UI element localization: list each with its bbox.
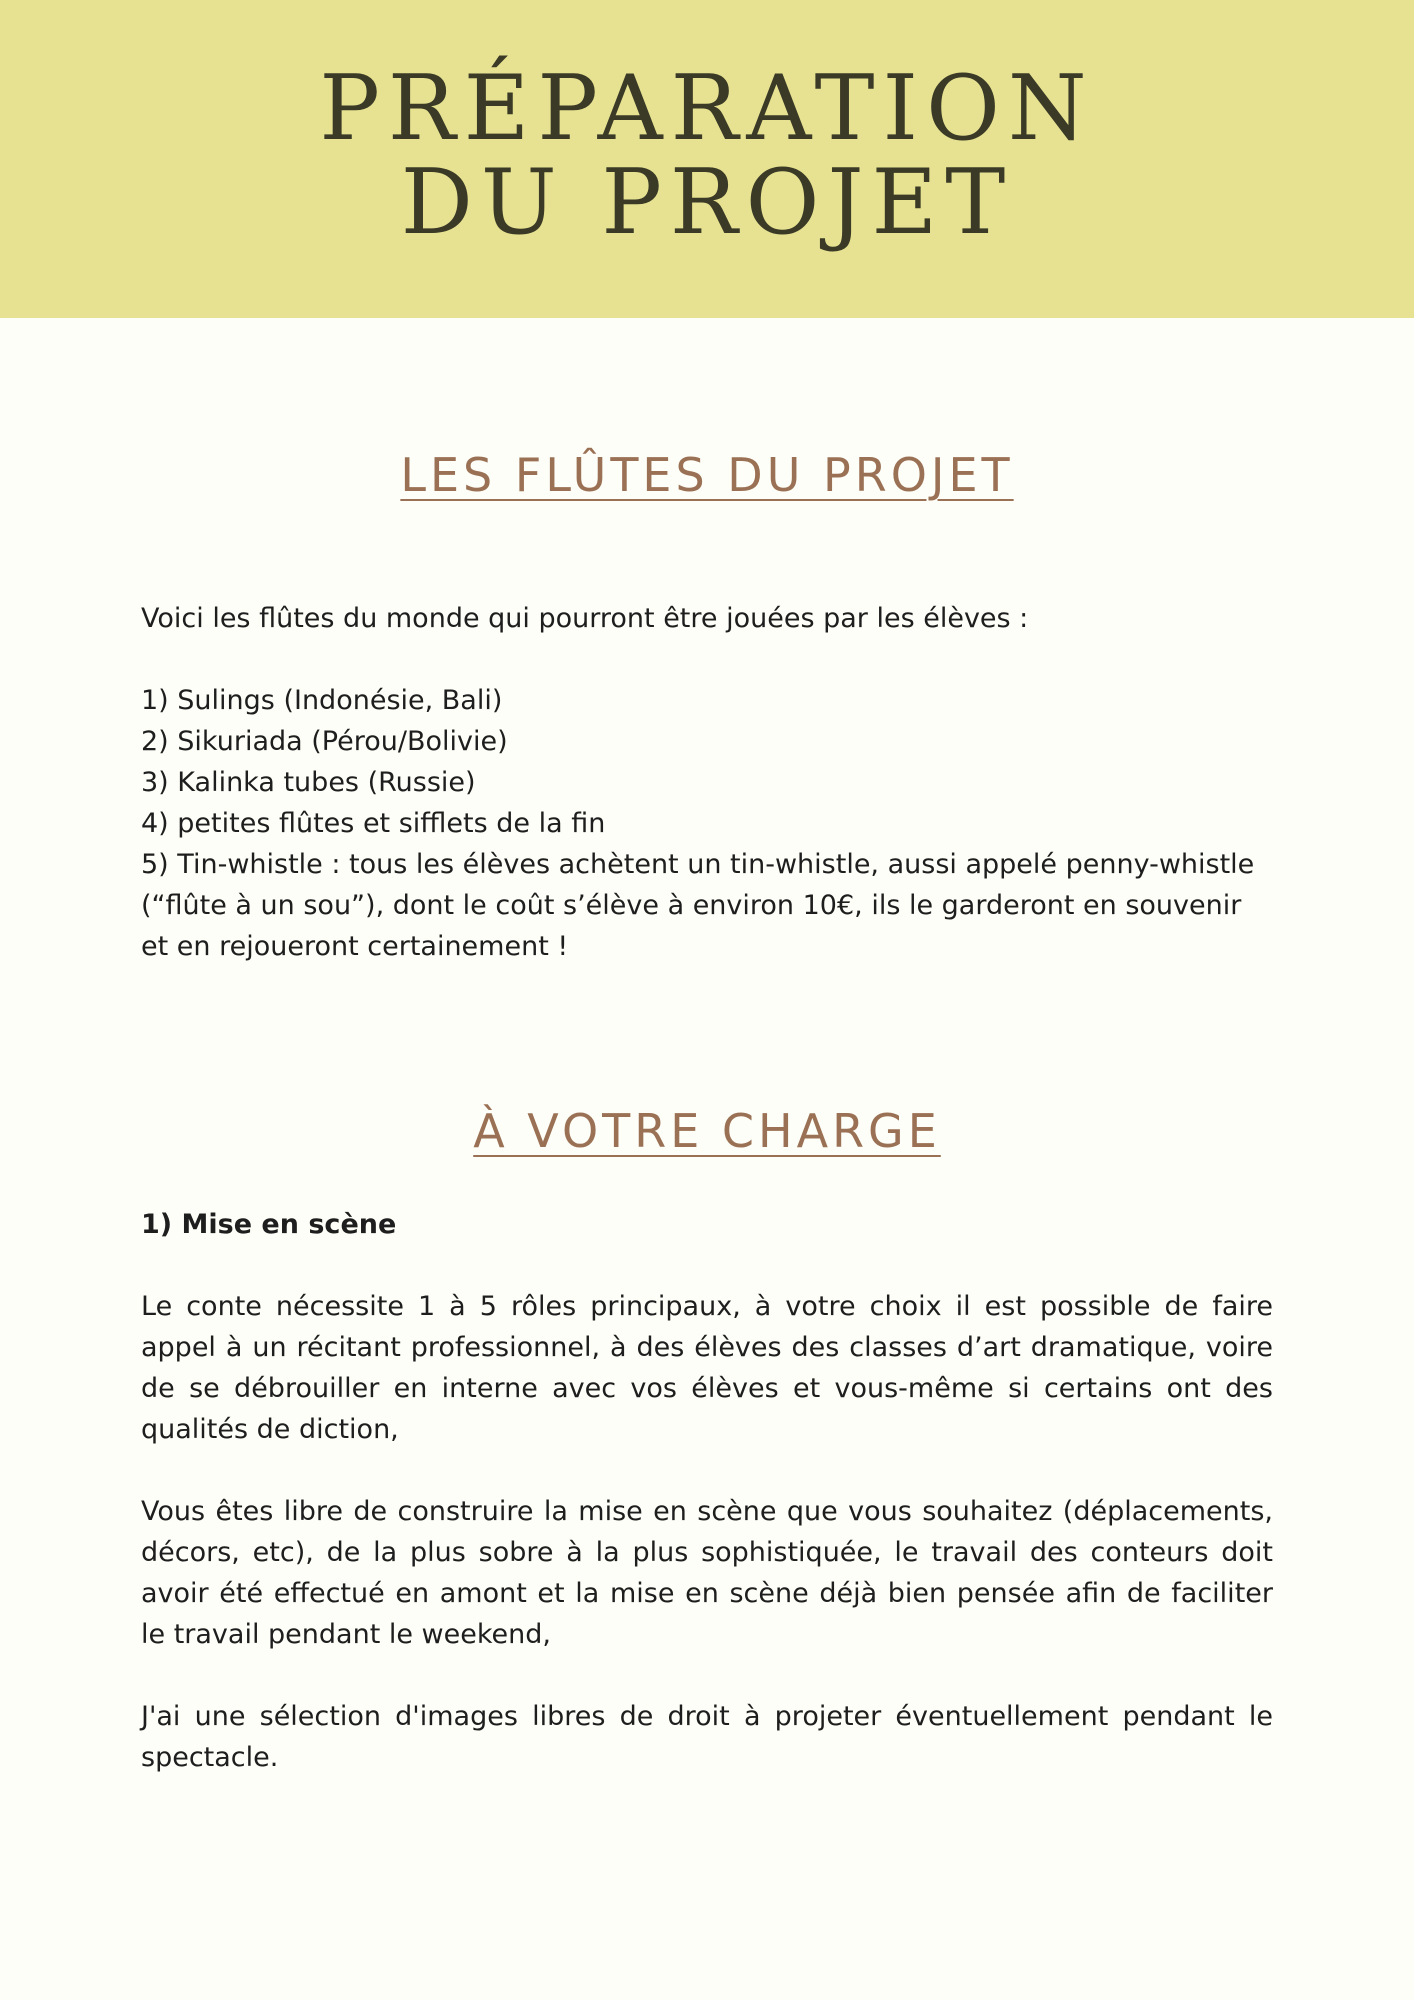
page-title-line-1: PRÉPARATION <box>319 56 1095 161</box>
list-item: 3) Kalinka tubes (Russie) <box>141 767 476 798</box>
spacer <box>141 1655 1273 1696</box>
paragraph: J'ai une sélection d'images libres de droit à projeter éventuellement pendant le spectacle. <box>141 1701 1273 1773</box>
section-heading-flutes <box>0 448 1414 502</box>
flutes-intro: Voici les flûtes du monde qui pourront être jouées par les élèves : <box>141 603 1029 634</box>
paragraph: Vous êtes libre de construire la mise en scène que vous souhaitez (déplacements, décors, etc), de la plus sobre à la plus sophistiquée, le travail des conteurs doit avoir été effectué en amont et la mise en scène déjà bien pensée afin de faciliter le travail pendant le weekend, <box>141 1496 1273 1650</box>
spacer <box>141 1245 1273 1286</box>
spacer <box>141 1450 1273 1491</box>
list-item: 1) Sulings (Indonésie, Bali) <box>141 685 503 716</box>
section-heading-charge <box>0 1104 1414 1158</box>
spacer <box>141 639 1273 680</box>
paragraph: Le conte nécessite 1 à 5 rôles principaux, à votre choix il est possible de faire appel à un récitant professionnel, à des élèves des classes d’art dramatique, voire de se débrouiller en interne avec vos élèves et vous-même si certains ont des qualités de diction, <box>141 1291 1273 1445</box>
list-item: 4) petites flûtes et sifflets de la fin <box>141 808 606 839</box>
flutes-section-body <box>141 598 1273 967</box>
section-heading-flutes-text: LES FLÛTES DU PROJET <box>400 448 1014 502</box>
page-title <box>0 56 1414 255</box>
page-title-line-2: DU PROJET <box>400 150 1014 255</box>
list-item: 5) Tin-whistle : tous les élèves achètent un tin-whistle, aussi appelé penny-whistle (“flûte à un sou”), dont le coût s’élève à environ 10€, ils le garderont en souvenir et en rejoueront certainement ! <box>141 849 1255 962</box>
section-heading-charge-text: À VOTRE CHARGE <box>473 1104 941 1158</box>
list-item: 2) Sikuriada (Pérou/Bolivie) <box>141 726 508 757</box>
subheading-mise-en-scene: 1) Mise en scène <box>141 1209 397 1240</box>
charge-section-body <box>141 1204 1273 1778</box>
flutes-list <box>141 680 1273 967</box>
